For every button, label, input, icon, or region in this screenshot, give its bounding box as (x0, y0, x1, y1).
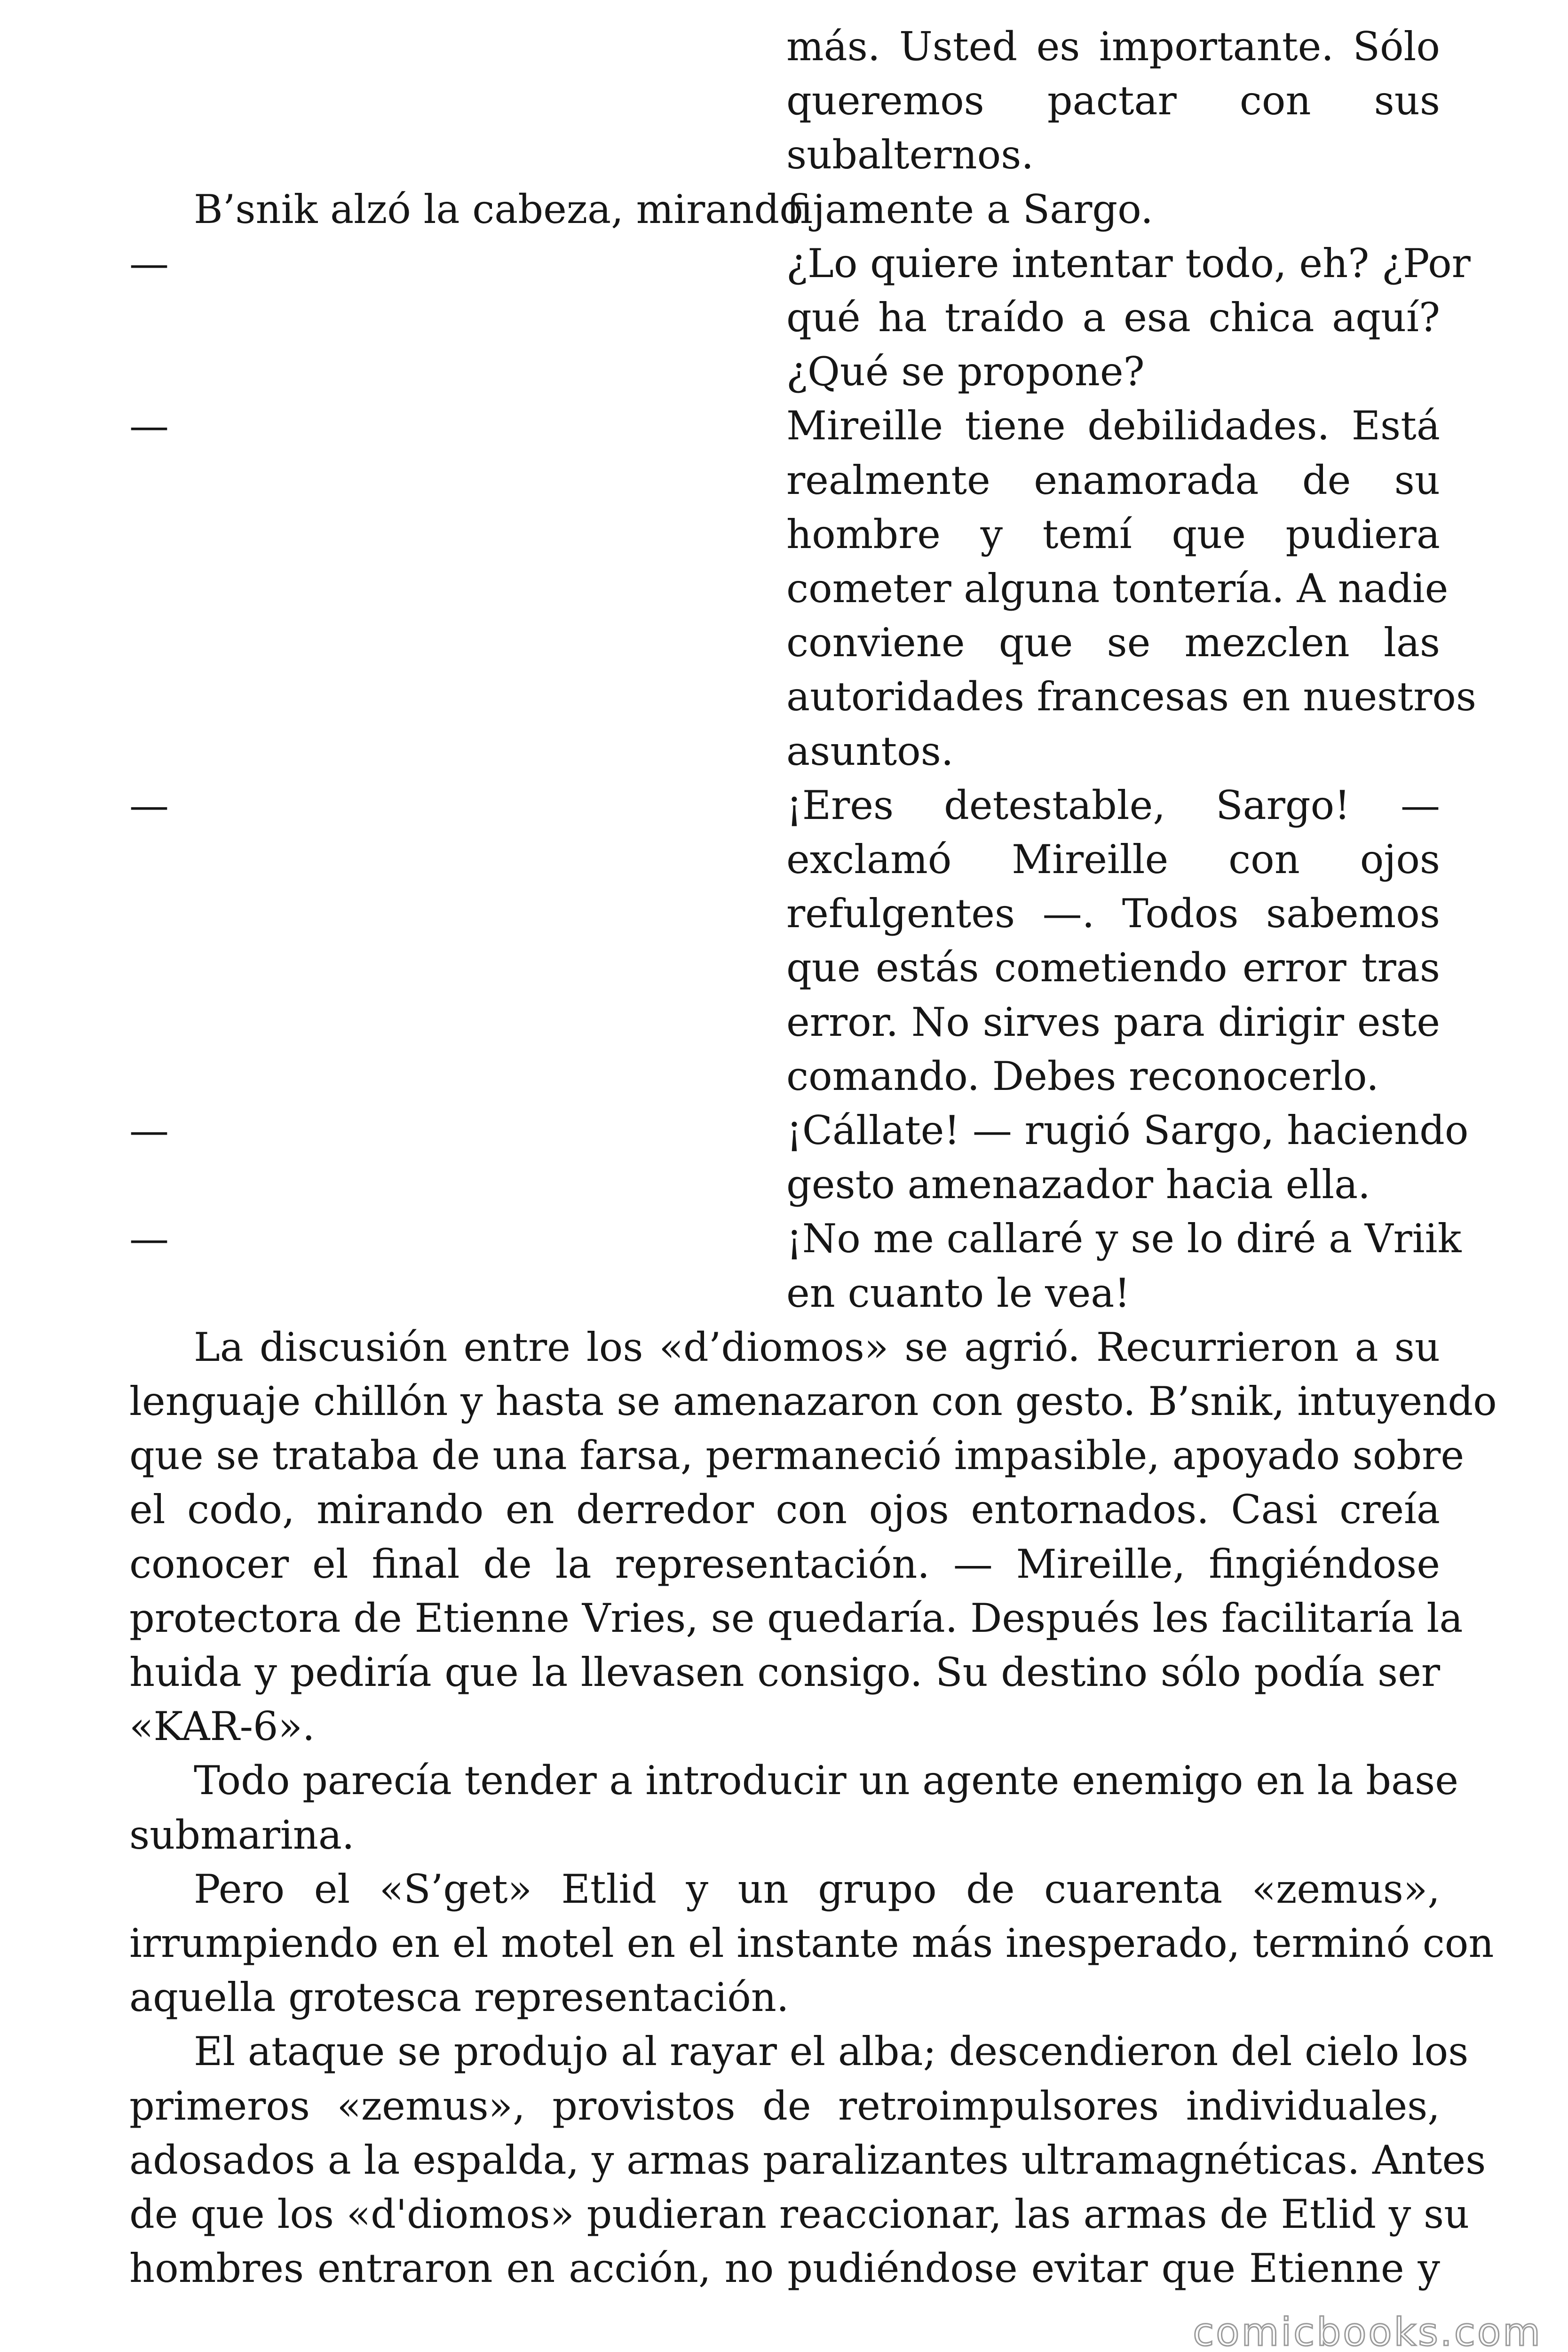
dialogue-dash: — (129, 240, 169, 286)
paragraph-line: La discusión entre los «d’diomos» se agrió. Recurrieron a su (194, 1324, 1440, 1370)
paragraph-line: lenguaje chillón y hasta se amenazaron con gesto. B’snik, intuyendo (129, 1378, 1497, 1424)
paragraph-line: irrumpiendo en el motel en el instante más inesperado, terminó con (129, 1920, 1494, 1966)
dialogue-line: cometer alguna tontería. A nadie (786, 565, 1449, 612)
dialogue-line: comando. Debes reconocerlo. (786, 1053, 1379, 1099)
paragraph-line: submarina. (129, 1812, 355, 1858)
dialogue-line: que estás cometiendo error tras (786, 945, 1440, 991)
dialogue-dash: — (129, 403, 169, 449)
dialogue-line: ¿Lo quiere intentar todo, eh? ¿Por (786, 240, 1471, 286)
dialogue-line: asuntos. (786, 728, 954, 774)
dialogue-dash: — (129, 1216, 169, 1262)
dialogue-line: realmente enamorada de su (786, 457, 1440, 503)
dialogue-line: ¡No me callaré y se lo diré a Vriik (786, 1216, 1462, 1262)
dialogue-line: queremos pactar con sus (786, 78, 1440, 124)
dialogue-line: conviene que se mezclen las (786, 620, 1440, 666)
dialogue-line: ¿Qué se propone? (786, 349, 1145, 395)
paragraph-line: que se trataba de una farsa, permaneció impasible, apoyado sobre (129, 1432, 1465, 1479)
paragraph-line: Pero el «S’get» Etlid y un grupo de cuarenta «zemus», (194, 1866, 1440, 1912)
dialogue-line: exclamó Mireille con ojos (786, 836, 1440, 882)
dialogue-line: error. No sirves para dirigir este (786, 999, 1440, 1045)
narration-line: fijamente a Sargo. (786, 186, 1153, 232)
paragraph-line: hombres entraron en acción, no pudiéndose evitar que Etienne y (129, 2245, 1440, 2292)
dialogue-line: gesto amenazador hacia ella. (786, 1161, 1370, 1208)
paragraph-line: adosados a la espalda, y armas paralizantes ultramagnéticas. Antes (129, 2137, 1486, 2183)
dialogue-line: autoridades francesas en nuestros (786, 674, 1476, 720)
dialogue-line: ¡Eres detestable, Sargo! — (786, 782, 1440, 828)
dialogue-line: ¡Cállate! — rugió Sargo, haciendo (786, 1107, 1469, 1153)
dialogue-line: qué ha traído a esa chica aquí? (786, 294, 1440, 341)
dialogue-line: hombre y temí que pudiera (786, 511, 1440, 557)
dialogue-line: subalternos. (786, 132, 1034, 178)
paragraph-line: de que los «d'diomos» pudieran reaccionar, las armas de Etlid y su (129, 2191, 1470, 2237)
paragraph-line: El ataque se produjo al rayar el alba; descendieron del cielo los (194, 2028, 1469, 2075)
dialogue-line: refulgentes —. Todos sabemos (786, 890, 1440, 937)
dialogue-line: Mireille tiene debilidades. Está (786, 403, 1440, 449)
dialogue-line: en cuanto le vea! (786, 1270, 1131, 1316)
paragraph-line: protectora de Etienne Vries, se quedaría. Después les facilitaría la (129, 1595, 1463, 1641)
paragraph-line: conocer el final de la representación. — Mireille, fingiéndose (129, 1541, 1440, 1587)
site-watermark: comicbooks.com (1193, 2310, 1542, 2352)
dialogue-dash: — (129, 782, 169, 828)
paragraph-line: aquella grotesca representación. (129, 1974, 789, 2021)
paragraph-line: «KAR-6». (129, 1703, 315, 1750)
paragraph-line: primeros «zemus», provistos de retroimpulsores individuales, (129, 2082, 1440, 2129)
dialogue-line: más. Usted es importante. Sólo (786, 24, 1440, 70)
paragraph-line: huida y pediría que la llevasen consigo. Su destino sólo podía ser (129, 1649, 1440, 1695)
dialogue-dash: — (129, 1107, 169, 1153)
paragraph-line: el codo, mirando en derredor con ojos entornados. Casi creía (129, 1486, 1440, 1533)
paragraph-line: Todo parecía tender a introducir un agente enemigo en la base (194, 1757, 1458, 1804)
narration-line: B’snik alzó la cabeza, mirando (194, 186, 803, 232)
